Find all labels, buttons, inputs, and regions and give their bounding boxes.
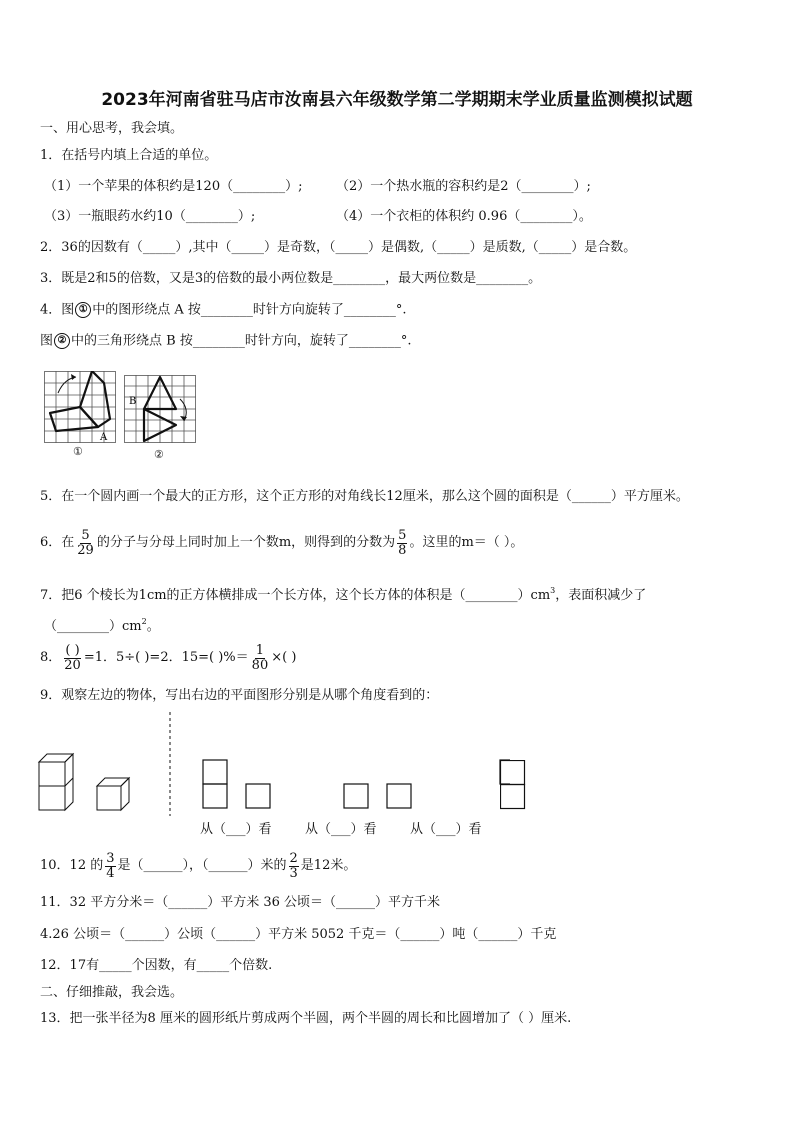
fraction-numerator: 2 [289, 850, 298, 866]
question-8-prefix: 8． [40, 650, 62, 665]
question-8 [40, 641, 296, 675]
question-6 [40, 527, 523, 559]
fraction-denominator: 29 [77, 542, 94, 558]
page-title: 2023年河南省驻马店市汝南县六年级数学第二学期期末学业质量监测模拟试题 [101, 90, 693, 110]
cubic-superscript: 3 [550, 586, 556, 595]
question-12: 12．17有_____个因数，有_____个倍数. [40, 958, 273, 973]
fraction-2-3 [289, 852, 299, 881]
fraction-1-80 [251, 644, 270, 673]
question-4-text-1: 中的图形绕点 A 按________时针方向旋转了________°. [92, 302, 407, 318]
single-cube-icon [97, 778, 129, 810]
fraction-denominator: 20 [64, 657, 81, 673]
view-figures [30, 712, 510, 817]
rotation-figure-2 [124, 375, 196, 443]
question-8-middle: =1．5÷( )=2．15=( )%＝ [83, 650, 249, 665]
question-6-middle: 的分子与分母上同时加上一个数m，则得到的分数为 [96, 535, 396, 550]
rotation-figure-1 [44, 371, 116, 443]
stacked-cubes-icon [39, 754, 73, 810]
fraction-denominator: 3 [289, 865, 298, 881]
section-heading-1: 一、用心思考，我会填。 [40, 121, 184, 136]
section-heading-2: 二、仔细推敲，我会选。 [40, 985, 184, 1000]
fraction-denominator: 4 [106, 865, 115, 881]
question-4-line-2 [40, 333, 411, 350]
figure-2-marker: ② [54, 333, 70, 349]
question-1-part-4: （4）一个衣柜的体积约 0.96（________）。 [336, 209, 592, 224]
question-1-part-2: （2）一个热水瓶的容积约是2（________）; [336, 179, 591, 194]
view-shape-2 [344, 784, 411, 808]
fraction-numerator: 5 [81, 527, 90, 543]
question-10-prefix: 10．12 的 [40, 858, 104, 873]
question-6-suffix: 。这里的m＝（ ）。 [409, 535, 524, 550]
fraction-denominator: 80 [251, 657, 269, 673]
square-superscript: 2 [141, 617, 147, 626]
question-7-text: 7．把6 个棱长为1cm的正方体横排成一个长方体，这个长方体的体积是（________）cm [40, 588, 551, 603]
question-10 [40, 850, 356, 882]
question-7-line-2 [44, 614, 160, 635]
view-shape-1 [203, 760, 270, 808]
question-9: 9．观察左边的物体，写出右边的平面图形分别是从哪个角度看到的： [40, 688, 439, 703]
question-1-part-1: （1）一个苹果的体积约是120（________）; [44, 179, 303, 194]
point-b-label: B [129, 396, 137, 407]
question-2: 2．36的因数有（_____）,其中（_____）是奇数，（_____）是偶数,（_____）是质数,（_____）是合数。 [40, 240, 637, 255]
fraction-numerator: 1 [255, 642, 265, 658]
question-11-line-2: 4.26 公顷＝（______）公顷（______）平方米 5052 千克＝（______）吨（______）千克 [40, 927, 557, 942]
fraction-blank-20 [63, 644, 82, 673]
view-caption-3: 从（___）看 [410, 822, 482, 837]
fraction-numerator: ( ) [65, 642, 80, 658]
view-caption-2: 从（___）看 [305, 822, 377, 837]
question-7-line-1 [40, 583, 646, 604]
question-7-text-2-post: 。 [146, 619, 160, 634]
fraction-5-8 [397, 529, 407, 558]
question-4-text-2: 中的三角形绕点 B 按________时针方向，旋转了________°. [71, 333, 412, 349]
question-6-prefix: 6．在 [40, 535, 75, 550]
question-10-suffix: 是12米。 [300, 858, 357, 873]
question-4-prefix-2: 图 [40, 333, 54, 349]
question-3: 3．既是2和5的倍数，又是3的倍数的最小两位数是________，最大两位数是________。 [40, 271, 542, 286]
question-5: 5．在一个圆内画一个最大的正方形，这个正方形的对角线长12厘米，那么这个圆的面积是（______）平方厘米。 [40, 489, 689, 504]
fraction-denominator: 8 [398, 542, 407, 558]
fraction-numerator: 5 [398, 527, 407, 543]
view-caption-1: 从（___）看 [200, 822, 272, 837]
question-10-middle: 是（______），（______）米的 [117, 858, 287, 873]
question-1: 1．在括号内填上合适的单位。 [40, 148, 218, 163]
fraction-numerator: 3 [106, 850, 115, 866]
figure-1-marker: ① [75, 302, 91, 318]
fraction-5-29 [76, 529, 95, 558]
fraction-3-4 [105, 852, 115, 881]
question-8-suffix: ×( ) [271, 650, 297, 665]
question-7-text-2: （________）cm [44, 619, 142, 634]
figure-2-caption: ② [154, 448, 164, 461]
question-4-prefix: 4．图 [40, 302, 75, 318]
question-13: 13．把一张半径为8 厘米的圆形纸片剪成两个半圆，两个半圆的周长和比圆增加了（ ）厘米. [40, 1011, 572, 1026]
point-a-label: A [100, 432, 108, 443]
view-shape-3-lower [500, 760, 530, 810]
figure-1-caption: ① [73, 445, 83, 458]
question-4-line-1 [40, 302, 407, 319]
question-1-part-3: （3）一瓶眼药水约10（________）; [44, 209, 256, 224]
question-7-text-post: ，表面积减少了 [555, 588, 647, 603]
question-11-line-1: 11．32 平方分米＝（______）平方米 36 公顷＝（______）平方千米 [40, 895, 441, 910]
